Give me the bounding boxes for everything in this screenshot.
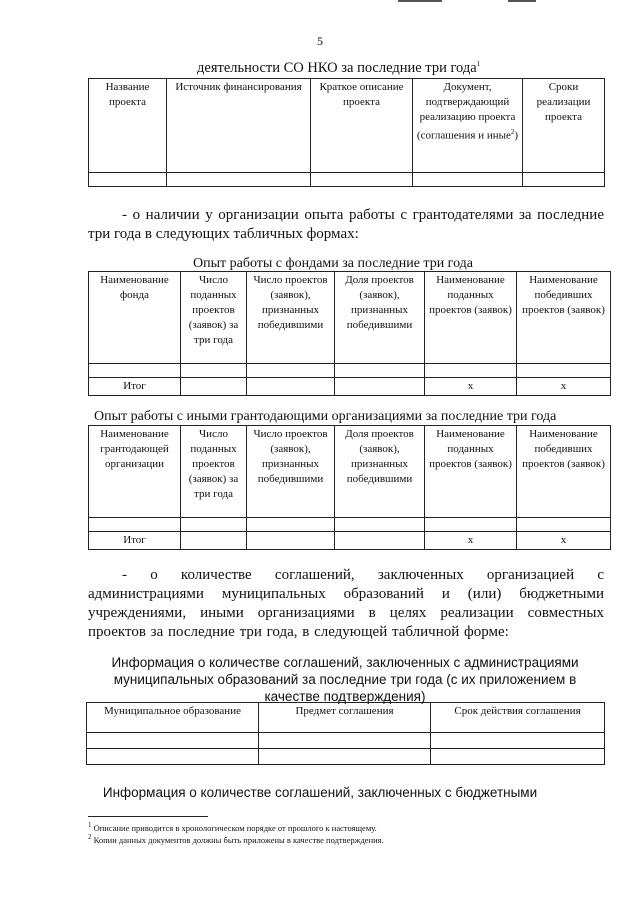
- col-winning-share: Доля проектов (заявок), признанных победившими: [335, 272, 425, 364]
- table-row: [89, 173, 605, 187]
- table2-title: Опыт работы с фондами за последние три года: [193, 256, 474, 271]
- col-confirming-document-suffix: ): [514, 129, 519, 142]
- total-label: Итог: [89, 532, 181, 550]
- total-row: [89, 378, 611, 396]
- col-submitted-names: Наименование поданных проектов (заявок): [425, 426, 517, 518]
- col-submitted-count: Число поданных проектов (заявок) за три года: [181, 272, 247, 364]
- total-label: Итог: [89, 378, 181, 396]
- col-agreement-subject: Предмет соглашения: [259, 703, 431, 733]
- total-x-submitted: x: [425, 378, 517, 396]
- col-confirming-document-text: Документ, подтверждающий реализацию проекта (соглашения и иные: [416, 81, 516, 142]
- footnote-ref-2: 2: [510, 128, 515, 136]
- table4-title: Информация о количестве соглашений, заключенных с администрациями муниципальных образований за последние три года (с их приложением в качестве подтверждения): [111, 655, 579, 704]
- col-short-description: Краткое описание проекта: [311, 79, 413, 173]
- total-x-submitted: x: [425, 532, 517, 550]
- total-x-winning: x: [517, 378, 611, 396]
- col-winning-share: Доля проектов (заявок), признанных победившими: [335, 426, 425, 518]
- paragraph-agreements: - о количестве соглашений, заключенных организацией с администрациями муниципальных образований и (или) бюджетными учреждениями, иными организациями в целях реализации совместных проектов за последние три года, в следующей табличной форме:: [88, 567, 604, 640]
- table-row: [87, 749, 605, 765]
- col-fund-name: Наименование фонда: [89, 272, 181, 364]
- col-winning-names: Наименование победивших проектов (заявок): [517, 426, 611, 518]
- col-confirming-document: [413, 79, 523, 173]
- scan-mark-left: [398, 0, 442, 2]
- total-row: [89, 532, 611, 550]
- table-row: [89, 518, 611, 532]
- funds-table: [88, 271, 611, 396]
- municipal-agreements-table: [86, 702, 605, 765]
- col-submitted-count: Число поданных проектов (заявок) за три года: [181, 426, 247, 518]
- col-funding-source: Источник финансирования: [167, 79, 311, 173]
- page-number: 5: [317, 34, 323, 48]
- col-submitted-names: Наименование поданных проектов (заявок): [425, 272, 517, 364]
- other-grantors-table: [88, 425, 611, 550]
- col-grantor-name: Наименование грантодающей организации: [89, 426, 181, 518]
- next-section-title: Информация о количестве соглашений, заключенных с бюджетными: [102, 785, 538, 800]
- table1-title: [197, 60, 480, 77]
- table-row: [89, 364, 611, 378]
- footnote-2: [88, 831, 384, 846]
- footnote-separator: [88, 816, 208, 817]
- table-row: [87, 733, 605, 749]
- table1-title-text: деятельности СО НКО за последние три года: [197, 60, 477, 76]
- col-winning-count: Число проектов (заявок), признанных победившими: [247, 426, 335, 518]
- footnote-1-mark: 1: [88, 821, 92, 829]
- col-winning-count: Число проектов (заявок), признанных победившими: [247, 272, 335, 364]
- col-project-name: Название проекта: [89, 79, 167, 173]
- col-agreement-term: Срок действия соглашения: [431, 703, 605, 733]
- footnote-2-text: Копии данных документов должны быть приложены в качестве подтверждения.: [91, 834, 384, 845]
- footnote-1-text: Описание приводится в хронологическом порядке от прошлого к настоящему.: [91, 822, 377, 833]
- table3-title: Опыт работы с иными грантодающими организациями за последние три года: [94, 409, 557, 424]
- footnote-2-mark: 2: [88, 833, 92, 841]
- col-municipality: Муниципальное образование: [87, 703, 259, 733]
- col-winning-names: Наименование победивших проектов (заявок): [517, 272, 611, 364]
- total-x-winning: x: [517, 532, 611, 550]
- col-implementation-period: Сроки реализации проекта: [523, 79, 605, 173]
- projects-table: [88, 78, 605, 187]
- paragraph-grantors-experience: - о наличии у организации опыта работы с грантодателями за последние три года в следующих табличных формах:: [88, 207, 604, 242]
- footnote-ref-1: 1: [476, 60, 481, 69]
- scan-mark-right: [508, 0, 536, 2]
